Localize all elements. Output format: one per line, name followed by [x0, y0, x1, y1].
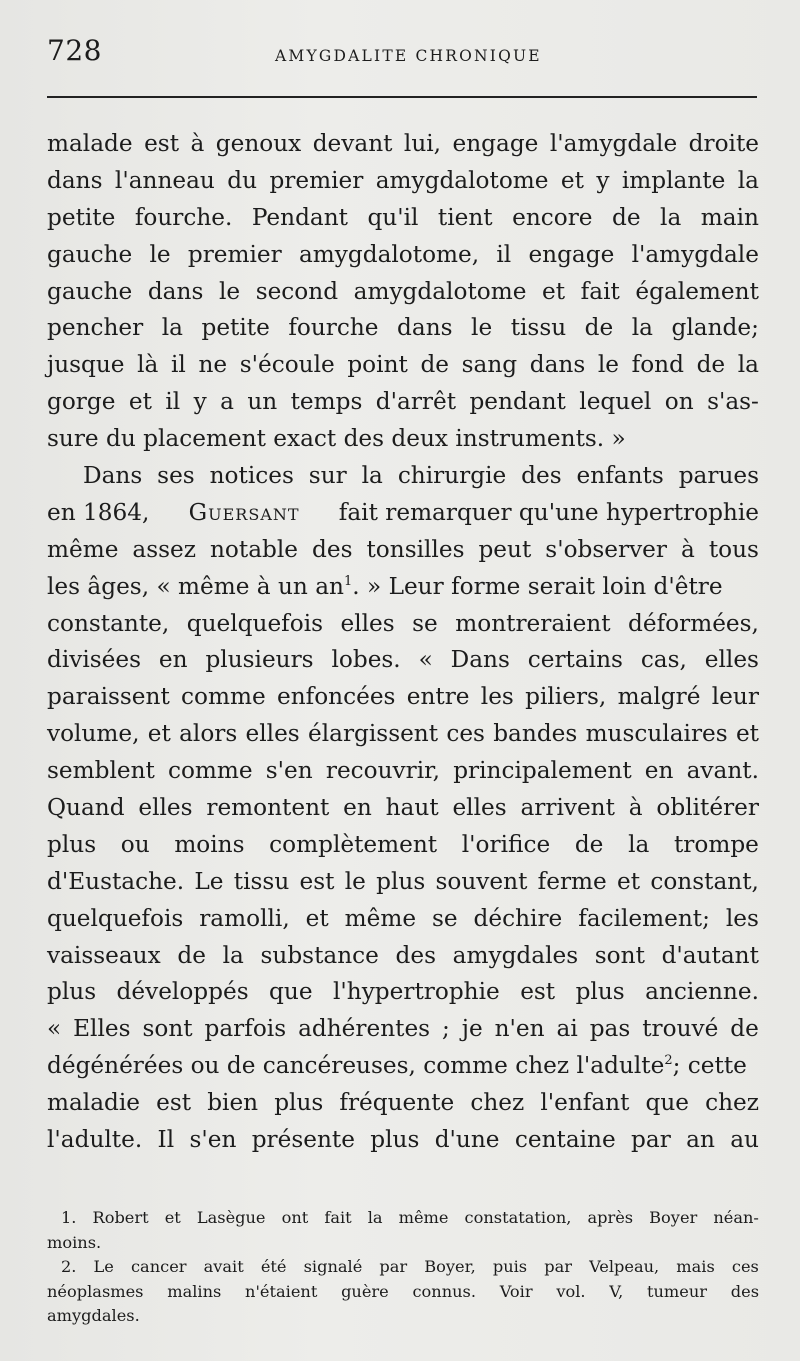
text-line: pencher la petite fourche dans le tissu de la glande; — [47, 314, 759, 342]
text-line: d'Eustache. Le tissu est le plus souvent ferme et constant, — [47, 867, 759, 895]
text-fragment: ; cette — [672, 1052, 747, 1080]
author-name: Guersant — [188, 498, 300, 526]
text-line: semblent comme s'en recouvrir, principalement en avant. — [47, 757, 759, 785]
footnote-2-cont: néoplasmes malins n'étaient guère connus. Voir vol. V, tumeur des — [47, 1281, 759, 1301]
text-line: Quand elles remontent en haut elles arrivent à oblitérer — [47, 794, 759, 822]
header-rule — [47, 96, 757, 98]
text-line: sure du placement exact des deux instruments. » — [47, 425, 626, 453]
text-line — [47, 1048, 759, 1085]
text-line: dans l'anneau du premier amygdalotome et y implante la — [47, 166, 759, 194]
text-line — [47, 495, 759, 532]
text-line: vaisseaux de la substance des amygdales sont d'autant — [47, 941, 759, 969]
footnote-1: 1. Robert et Lasègue ont fait la même constatation, après Boyer néan- — [61, 1208, 759, 1227]
text-line: malade est à genoux devant lui, engage l'amygdale droite — [47, 130, 759, 157]
text-fragment-group — [47, 569, 723, 606]
page-number: 728 — [47, 34, 102, 67]
text-line: Dans ses notices sur la chirurgie des enfants parues — [83, 462, 759, 490]
text-line: plus développés que l'hypertrophie est plus ancienne. — [47, 978, 759, 1006]
text-line: maladie est bien plus fréquente chez l'enfant que chez — [47, 1089, 759, 1117]
text-line — [47, 569, 759, 606]
text-fragment: les âges, « même à un an — [47, 572, 344, 600]
text-fragment: dégénérées ou de cancéreuses, comme chez l'adulte — [47, 1052, 665, 1080]
running-title: AMYGDALITE CHRONIQUE — [275, 47, 542, 65]
footnote-1-cont: moins. — [47, 1232, 102, 1252]
footnote-2-cont: amygdales. — [47, 1306, 140, 1325]
text-line: paraissent comme enfoncées entre les piliers, malgré leur — [47, 683, 759, 711]
text-fragment-group — [47, 1048, 747, 1085]
text-line: divisées en plusieurs lobes. « Dans certains cas, elles — [47, 646, 759, 674]
footnotes — [47, 1206, 759, 1329]
page-header — [47, 30, 757, 70]
text-line: quelquefois ramolli, et même se déchire facilement; les — [47, 904, 759, 932]
text-line: gauche le premier amygdalotome, il engage l'amygdale — [47, 240, 759, 268]
footnote-ref: 2 — [664, 1053, 673, 1069]
text-line: l'adulte. Il s'en présente plus d'une centaine par an au — [47, 1126, 759, 1154]
text-line: constante, quelquefois elles se montreraient déformées, — [47, 609, 759, 637]
text-line: « Elles sont parfois adhérentes ; je n'en ai pas trouvé de — [47, 1015, 759, 1043]
text-line: même assez notable des tonsilles peut s'observer à tous — [47, 535, 759, 563]
text-fragment: fait remarquer qu'une hypertrophie — [338, 498, 759, 526]
footnote-2: 2. Le cancer avait été signalé par Boyer, puis par Velpeau, mais ces — [61, 1257, 759, 1276]
text-line: gorge et il y a un temps d'arrêt pendant lequel on s'as- — [47, 388, 759, 416]
footnote-ref: 1 — [343, 573, 353, 589]
text-fragment: en 1864, — [47, 498, 150, 526]
main-text — [47, 126, 759, 1159]
text-line: jusque là il ne s'écoule point de sang dans le fond de la — [47, 351, 759, 379]
text-fragment: . » Leur forme serait loin d'être — [352, 572, 723, 600]
text-line: volume, et alors elles élargissent ces bandes musculaires et — [47, 720, 759, 748]
text-line: plus ou moins complètement l'orifice de la trompe — [47, 830, 759, 858]
text-line: petite fourche. Pendant qu'il tient encore de la main — [47, 203, 759, 231]
text-line: gauche dans le second amygdalotome et fait également — [47, 277, 759, 305]
